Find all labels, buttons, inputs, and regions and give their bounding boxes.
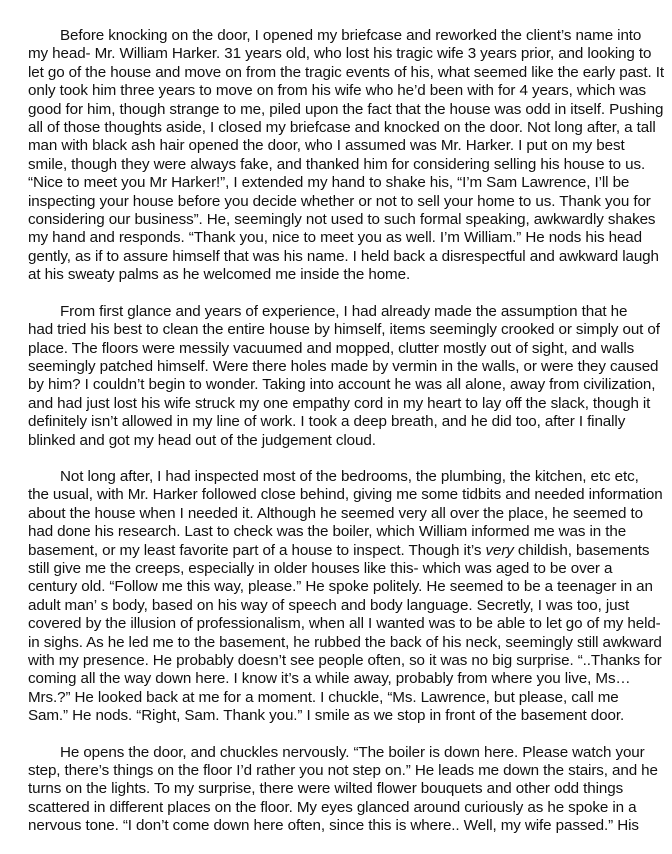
emphasis-word: very xyxy=(485,541,514,559)
text-line xyxy=(28,542,656,560)
text-line: Not long after, I had inspected most of the bedrooms, the plumbing, the kitchen, etc etc, xyxy=(60,467,639,485)
paragraph-2 xyxy=(28,302,660,450)
text-line: From first glance and years of experience, I had already made the assumption that he xyxy=(60,302,628,320)
text-line: my hand and responds. “Thank you, nice to meet you as well. I’m William.” He nods his head xyxy=(28,229,642,247)
text-line: blinked and got my head out of the judgement cloud. xyxy=(28,431,376,449)
text-line: definitely isn’t allowed in my line of work. I took a deep breath, and he did too, after I finally xyxy=(28,413,626,431)
text-line: covered by the illusion of professionalism, when all I wanted was to be able to let go of my held- xyxy=(28,615,661,633)
text-line: gently, as if to assure himself that was his name. I held back a disrespectful and awkward laugh xyxy=(28,247,659,265)
text-line: step, there’s things on the floor I’d rather you not step on.” He leads me down the stairs, and he xyxy=(28,762,658,780)
text-line: and had just lost his wife struck my one empathy cord in my heart to lay off the slack, though it xyxy=(28,394,651,412)
text-line: man with black ash hair opened the door, who I assumed was Mr. Harker. I put on my best xyxy=(28,137,625,155)
document-page xyxy=(28,27,665,854)
text-line: smile, though they were always fake, and thanked him for considering selling his house to us. xyxy=(28,155,646,173)
text-line: Mrs.?” He looked back at me for a moment. I chuckle, “Ms. Lawrence, but please, call me xyxy=(28,688,619,706)
text-line: nervous tone. “I don’t come down here often, since this is where.. Well, my wife passed.” His xyxy=(28,817,639,835)
text-line: my head- Mr. William Harker. 31 years old, who lost his tragic wife 3 years prior, and looking to xyxy=(28,45,652,63)
text-line: scattered in different places on the floor. My eyes glanced around curiously as he spoke in a xyxy=(28,798,637,816)
text-line: had done his research. Last to check was the boiler, which William informed me was in the xyxy=(28,523,627,541)
text-line: had tried his best to clean the entire house by himself, items seemingly crooked or simply out of xyxy=(28,321,660,339)
text-line: Before knocking on the door, I opened my briefcase and reworked the client’s name into xyxy=(60,27,642,44)
paragraph-3 xyxy=(28,467,663,726)
text-line: about the house when I needed it. Although he seemed very all over the place, he seemed to xyxy=(28,504,643,522)
text-fragment: basement, or my least favorite part of a house to inspect. Though it’s xyxy=(28,541,486,559)
text-line: still give me the creeps, especially in older houses like this- which was aged to be over a xyxy=(28,559,613,577)
text-line: century old. “Follow me this way, please.” He spoke politely. He seemed to be a teenager in an xyxy=(28,578,653,596)
paragraph-4 xyxy=(28,744,656,836)
text-line: place. The floors were messily vacuumed and mopped, clutter mostly out of sight, and walls xyxy=(28,339,635,357)
text-line: coming all the way down here. I know it’s a while away, probably from where you live, Ms… xyxy=(28,670,631,688)
text-line: considering our business”. He, seemingly not used to such formal speaking, awkwardly shakes xyxy=(28,211,656,229)
text-line: all of those thoughts aside, I closed my briefcase and knocked on the door. Not long after, a tall xyxy=(28,119,656,137)
text-line: adult man’ s body, based on his way of speech and body language. Secretly, I was too, just xyxy=(28,596,630,614)
text-line: with my presence. He probably doesn’t see people often, so it was no big surprise. “..Thanks for xyxy=(28,652,662,669)
text-line: by him? I couldn’t begin to wonder. Taking into account he was all alone, away from civilization, xyxy=(28,376,656,394)
text-line: in sighs. As he led me to the basement, he rubbed the back of his neck, seemingly still awkward xyxy=(28,633,662,651)
text-line: the usual, with Mr. Harker followed close behind, giving me some tidbits and needed information xyxy=(28,486,663,504)
text-line: “Nice to meet you Mr Harker!”, I extended my hand to shake his, “I’m Sam Lawrence, I’ll be xyxy=(28,174,630,192)
text-fragment: childish, basements xyxy=(513,541,650,559)
text-line: good for him, though strange to me, piled upon the fact that the house was odd in itself. Pushing xyxy=(28,100,664,118)
text-line: inspecting your house before you decide whether or not to sell your home to us. Thank you for xyxy=(28,192,651,210)
text-line: Sam.” He nods. “Right, Sam. Thank you.” I smile as we stop in front of the basement door. xyxy=(28,707,625,725)
text-line: seemingly patched himself. Were there holes made by vermin in the walls, or were they caused xyxy=(28,357,659,375)
text-line: He opens the door, and chuckles nervously. “The boiler is down here. Please watch your xyxy=(60,743,645,761)
text-line: turns on the lights. To my surprise, there were wilted flower bouquets and other odd things xyxy=(28,780,624,798)
text-line: at his sweaty palms as he welcomed me inside the home. xyxy=(28,266,411,284)
paragraph-1 xyxy=(28,27,665,285)
text-line: only took him three years to move on from his wife who he’d been with for 4 years, which was xyxy=(28,82,646,100)
text-line: let go of the house and move on from the tragic events of his, what seemed like the early past. It xyxy=(28,63,665,81)
